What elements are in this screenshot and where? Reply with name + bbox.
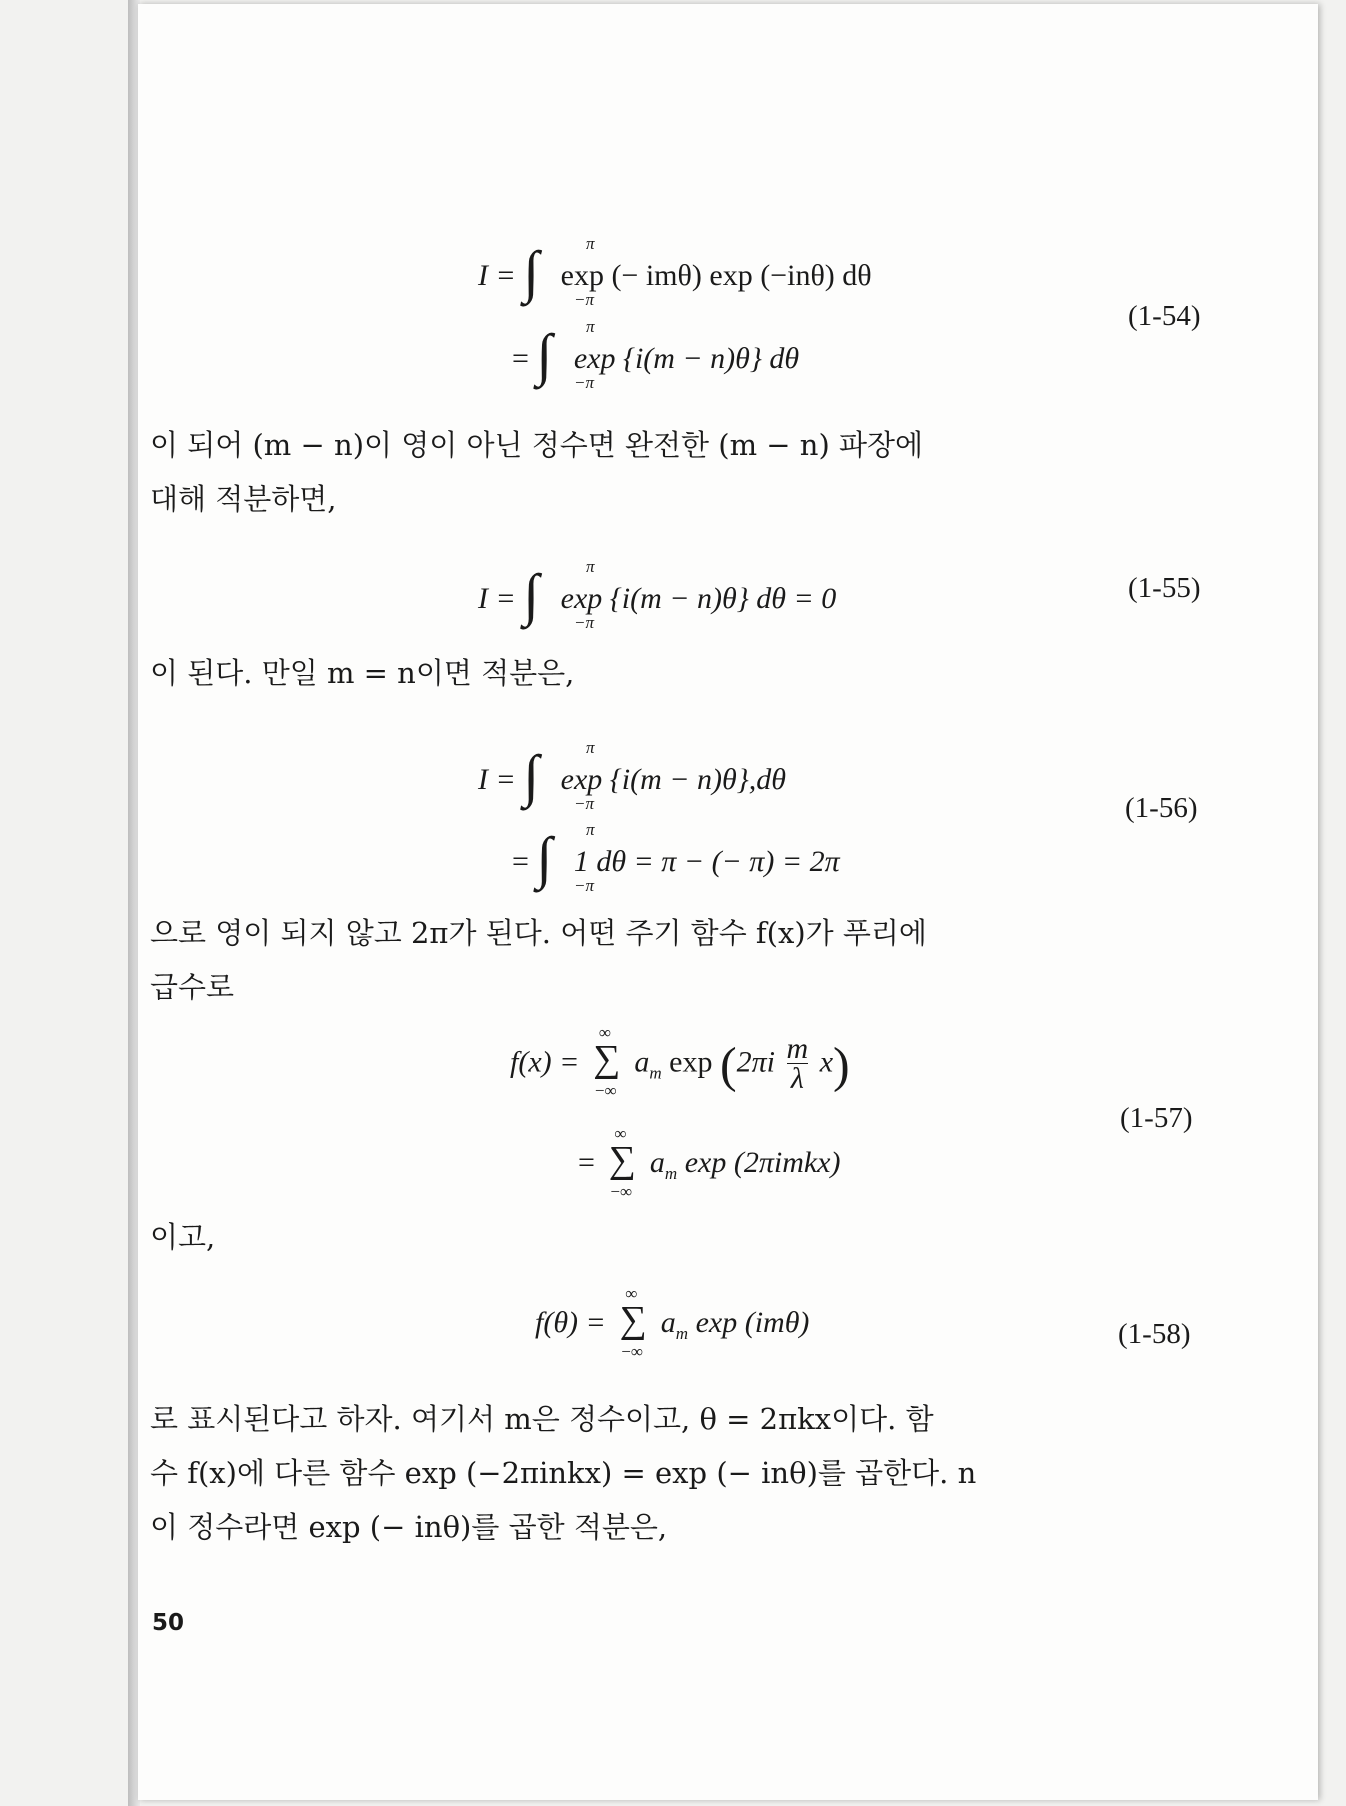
summation-sign: ∑ [593, 1038, 621, 1081]
integral-sign: ∫ [536, 322, 553, 387]
equation-number-1-54: (1-54) [1128, 300, 1201, 332]
equation-1-57-line-1: f(x) = ∞ ∑ −∞ $a_m$ exp (2πi $\frac{m}{\lambda}$ x) [510, 1023, 850, 1101]
equation-1-56-line-1: I = ∫ π −π exp {i(m − n)θ},dθ [478, 738, 786, 813]
equation-1-56-line-2: = ∫ π −π 1 dθ = π − (− π) = 2π [512, 820, 840, 895]
equation-number-1-56: (1-56) [1125, 792, 1198, 824]
equation-number-1-58: (1-58) [1118, 1318, 1191, 1350]
equation-1-57-line-2: = ∞ ∑ −∞ $a_m$ exp (2πimkx) [578, 1124, 841, 1201]
summation-sign: ∑ [608, 1139, 636, 1181]
summation-sign: ∑ [619, 1299, 647, 1341]
integral-sign: ∫ [536, 825, 553, 890]
equation-number-1-55: (1-55) [1128, 572, 1201, 604]
equation-number-1-57: (1-57) [1120, 1102, 1193, 1134]
equation-1-54-line-2: = ∫ π −π exp {i(m − n)θ} dθ [512, 317, 800, 392]
paragraph-3: 으로 영이 되지 않고 2π가 된다. 어떤 주기 함수 f(x)가 푸리에 급수로 [150, 916, 927, 1004]
paragraph-2: 이 된다. 만일 m = n이면 적분은, [150, 656, 575, 690]
equation-1-54-line-1: I = ∫ π −π exp (− imθ) exp (−inθ) dθ [478, 234, 872, 309]
page-number: 50 [152, 1610, 185, 1636]
integral-sign: ∫ [523, 562, 540, 627]
equation-1-55: I = ∫ π −π exp {i(m − n)θ} dθ = 0 [478, 557, 837, 632]
paragraph-1: 이 되어 (m − n)이 영이 아닌 정수면 완전한 (m − n) 파장에 대해 적분하면, [150, 428, 924, 516]
integral-sign: ∫ [523, 239, 540, 304]
equation-1-58: f(θ) = ∞ ∑ −∞ $a_m$ exp (imθ) [535, 1284, 810, 1361]
paragraph-5: 로 표시된다고 하자. 여기서 m은 정수이고, θ = 2πkx이다. 함 수 f(x)에 다른 함수 exp (−2πinkx) = exp (− inθ)를 곱한다. n 이 정수라면 exp (− inθ)를 곱한 적분은, [150, 1402, 977, 1544]
integral-sign: ∫ [523, 743, 540, 808]
paragraph-4: 이고, [150, 1220, 216, 1254]
